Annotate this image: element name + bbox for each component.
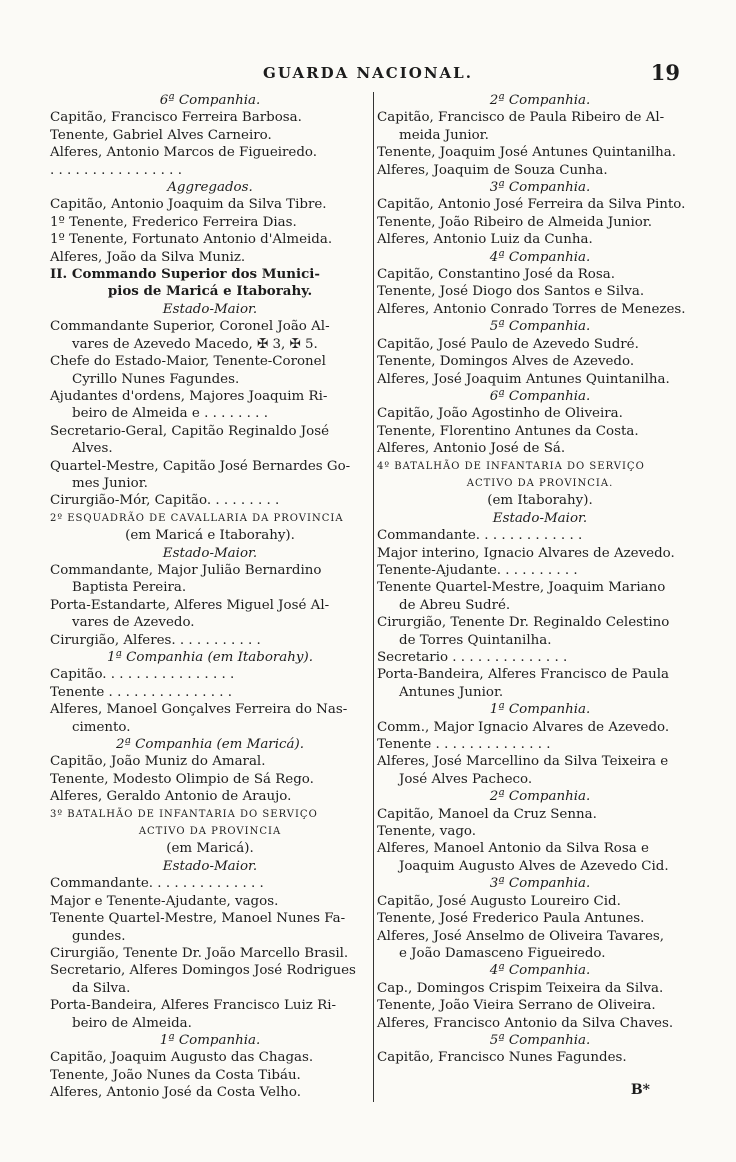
left-column xyxy=(50,92,370,1102)
text-line: 1ª Companhia. xyxy=(159,1032,261,1048)
text-line: (em Maricá). xyxy=(166,841,254,857)
text-line: Capitão, Antonio Joaquim da Silva Tibre. xyxy=(50,197,327,213)
text-line: Capitão, Constantino José da Rosa. xyxy=(377,267,615,283)
text-line: Commandante, Major Julião Bernardino xyxy=(50,562,322,578)
text-line: Tenente, João Nunes da Costa Tibáu. xyxy=(50,1067,301,1083)
text-line: Tenente, vago. xyxy=(377,824,477,840)
text-line: Tenente, Domingos Alves de Azevedo. xyxy=(377,354,635,370)
text-line: Estado-Maior. xyxy=(162,301,258,317)
text-line: Tenente, Gabriel Alves Carneiro. xyxy=(50,127,272,143)
text-line: 4ª Companhia. xyxy=(489,963,591,979)
text-line: Porta-Bandeira, Alferes Francisco de Paula xyxy=(377,667,670,683)
text-line: Commandante. . . . . . . . . . . . . . xyxy=(50,876,264,892)
right-column xyxy=(373,92,703,1102)
text-line: mes Junior. xyxy=(72,475,148,491)
text-line: 2ª Companhia. xyxy=(489,789,591,805)
text-line: Commandante. . . . . . . . . . . . . xyxy=(377,528,583,544)
text-line: Capitão, José Augusto Loureiro Cid. xyxy=(377,893,621,909)
text-line: Major interino, Ignacio Alvares de Azevedo. xyxy=(377,545,675,561)
running-title: GUARDA NACIONAL. xyxy=(263,64,473,82)
text-line: beiro de Almeida. xyxy=(72,1015,192,1031)
text-line: cimento. xyxy=(72,719,131,735)
text-line: Cirurgião-Mór, Capitão. . . . . . . . . xyxy=(50,493,280,509)
text-line: 1º Tenente, Frederico Ferreira Dias. xyxy=(50,214,297,230)
text-line: Comm., Major Ignacio Alvares de Azevedo. xyxy=(377,719,670,735)
text-line: Tenente-Ajudante. . . . . . . . . . xyxy=(377,562,578,578)
text-line: Alferes, Antonio José de Sá. xyxy=(377,441,566,457)
text-line: Secretario-Geral, Capitão Reginaldo José xyxy=(50,423,329,439)
text-line: de Abreu Sudré. xyxy=(399,597,511,613)
text-line: ACTIVO DA PROVINCIA. xyxy=(466,477,614,489)
text-line: vares de Azevedo Macedo, ✠ 3, ✠ 5. xyxy=(72,336,318,352)
text-line: Cyrillo Nunes Fagundes. xyxy=(72,371,240,387)
text-line: 6ª Companhia. xyxy=(159,93,261,108)
text-line: Joaquim Augusto Alves de Azevedo Cid. xyxy=(399,858,669,874)
text-line: Capitão, João Agostinho de Oliveira. xyxy=(377,406,623,422)
text-line: Capitão, Francisco Ferreira Barbosa. xyxy=(50,110,302,126)
text-line: Alferes, José Anselmo de Oliveira Tavares, xyxy=(377,928,665,944)
text-line: Secretario, Alferes Domingos José Rodrigues xyxy=(50,963,356,979)
text-line: 5ª Companhia. xyxy=(489,319,591,335)
text-line: 1ª Companhia (em Itaborahy). xyxy=(107,650,313,665)
text-line: vares de Azevedo. xyxy=(72,615,195,631)
text-line: Alferes, Antonio Marcos de Figueiredo. xyxy=(50,145,318,161)
text-line: 4º BATALHÃO DE INFANTARIA DO SERVIÇO xyxy=(377,460,645,472)
text-line: Capitão, João Muniz do Amaral. xyxy=(50,754,266,770)
text-line: 3ª Companhia. xyxy=(489,180,591,196)
text-line: Capitão. . . . . . . . . . . . . . . . xyxy=(50,667,235,683)
text-line: Porta-Estandarte, Alferes Miguel José Al- xyxy=(50,597,330,613)
text-line: 1ª Companhia. xyxy=(489,702,591,718)
text-line: Tenente, Joaquim José Antunes Quintanilha. xyxy=(377,145,677,161)
text-line: Cirurgião, Tenente Dr. Reginaldo Celestino xyxy=(377,615,670,631)
text-line: Tenente, Florentino Antunes da Costa. xyxy=(377,423,639,439)
text-line: Alferes, João da Silva Muniz. xyxy=(50,249,246,265)
text-line: da Silva. xyxy=(72,980,131,996)
text-line: 2ª Companhia. xyxy=(489,93,591,108)
text-line: 1º Tenente, Fortunato Antonio d'Almeida. xyxy=(50,232,333,248)
text-line: pios de Maricá e Itaborahy. xyxy=(107,283,313,300)
text-line: Alferes, Manoel Gonçalves Ferreira do Nas- xyxy=(50,702,348,718)
text-line: Major e Tenente-Ajudante, vagos. xyxy=(50,893,279,909)
text-line: Alferes, Antonio José da Costa Velho. xyxy=(50,1085,301,1101)
text-line: Alves. xyxy=(72,441,113,457)
text-line: Tenente, José Frederico Paula Antunes. xyxy=(377,911,645,927)
text-line: . . . . . . . . . . . . . . . . xyxy=(50,162,182,178)
text-line: Alferes, Antonio Conrado Torres de Menezes. xyxy=(377,301,686,317)
text-line: gundes. xyxy=(72,928,126,944)
text-line: Alferes, Joaquim de Souza Cunha. xyxy=(377,162,608,178)
text-line: 6ª Companhia. xyxy=(489,388,591,404)
text-line: (em Itaborahy). xyxy=(487,493,593,509)
text-line: Estado-Maior. xyxy=(162,545,258,561)
text-line: Capitão, Francisco Nunes Fagundes. xyxy=(377,1050,627,1066)
text-line: Tenente, João Vieira Serrano de Oliveira. xyxy=(377,998,656,1014)
text-line: Porta-Bandeira, Alferes Francisco Luiz Ri- xyxy=(50,998,337,1014)
text-line: Baptista Pereira. xyxy=(72,580,187,596)
text-line: Chefe do Estado-Maior, Tenente-Coronel xyxy=(50,354,326,370)
text-line: 2ª Companhia (em Maricá). xyxy=(116,737,304,753)
text-line: Ajudantes d'ordens, Majores Joaquim Ri- xyxy=(50,388,328,404)
text-line: beiro de Almeida e . . . . . . . . xyxy=(72,406,268,422)
text-line: Alferes, José Marcellino da Silva Teixeira e xyxy=(377,754,669,770)
text-line: 3º BATALHÃO DE INFANTARIA DO SERVIÇO xyxy=(50,808,318,820)
text-line: Aggregados. xyxy=(167,180,253,196)
page-number: 19 xyxy=(650,60,680,85)
text-line: Tenente . . . . . . . . . . . . . . xyxy=(377,737,551,753)
text-line: Capitão, Manoel da Cruz Senna. xyxy=(377,806,597,822)
text-line: (em Maricá e Itaborahy). xyxy=(125,528,295,544)
text-line: Antunes Junior. xyxy=(399,684,504,700)
text-line: Tenente, Modesto Olimpio de Sá Rego. xyxy=(50,771,314,787)
running-head xyxy=(0,60,736,86)
text-line: 2º ESQUADRÃO DE CAVALLARIA DA PROVINCIA xyxy=(50,512,344,524)
text-line: Quartel-Mestre, Capitão José Bernardes Go- xyxy=(50,458,351,474)
text-line: ACTIVO DA PROVINCIA xyxy=(138,826,282,838)
text-line: Cirurgião, Alferes. . . . . . . . . . . xyxy=(50,632,261,648)
text-line: Alferes, José Joaquim Antunes Quintanilha. xyxy=(377,371,670,387)
text-line: José Alves Pacheco. xyxy=(399,771,533,787)
text-line: Cap., Domingos Crispim Teixeira da Silva. xyxy=(377,980,664,996)
text-line: Alferes, Francisco Antonio da Silva Chaves. xyxy=(377,1015,674,1031)
text-line: Tenente Quartel-Mestre, Joaquim Mariano xyxy=(377,580,666,596)
signature-mark: B* xyxy=(630,1082,650,1098)
text-line: 5ª Companhia. xyxy=(489,1032,591,1048)
text-line: Commandante Superior, Coronel João Al- xyxy=(50,319,330,335)
text-line: Capitão, Joaquim Augusto das Chagas. xyxy=(50,1050,314,1066)
text-line: 3ª Companhia. xyxy=(489,876,591,892)
text-line: Alferes, Geraldo Antonio de Araujo. xyxy=(50,789,292,805)
text-line: Estado-Maior. xyxy=(162,858,258,874)
text-line: Alferes, Manoel Antonio da Silva Rosa e xyxy=(377,841,649,857)
text-line: Cirurgião, Tenente Dr. João Marcello Brasil. xyxy=(50,945,349,961)
text-line: Tenente, José Diogo dos Santos e Silva. xyxy=(377,284,645,300)
text-line: Capitão, Antonio José Ferreira da Silva Pinto. xyxy=(377,197,686,213)
text-line: meida Junior. xyxy=(399,127,489,143)
text-line: Estado-Maior. xyxy=(492,510,588,526)
text-line: Tenente, João Ribeiro de Almeida Junior. xyxy=(377,214,652,230)
text-line: Capitão, Francisco de Paula Ribeiro de Al- xyxy=(377,110,665,126)
text-line: II. Commando Superior dos Munici- xyxy=(50,266,320,283)
text-line: de Torres Quintanilha. xyxy=(399,632,552,648)
text-line: Alferes, Antonio Luiz da Cunha. xyxy=(377,232,593,248)
text-line: e João Damasceno Figueiredo. xyxy=(399,945,606,961)
text-line: 4ª Companhia. xyxy=(489,249,591,265)
text-line: Tenente Quartel-Mestre, Manoel Nunes Fa- xyxy=(50,911,346,927)
text-line: Tenente . . . . . . . . . . . . . . . xyxy=(50,684,232,700)
text-line: Capitão, José Paulo de Azevedo Sudré. xyxy=(377,336,639,352)
text-line: Secretario . . . . . . . . . . . . . . xyxy=(377,650,568,665)
